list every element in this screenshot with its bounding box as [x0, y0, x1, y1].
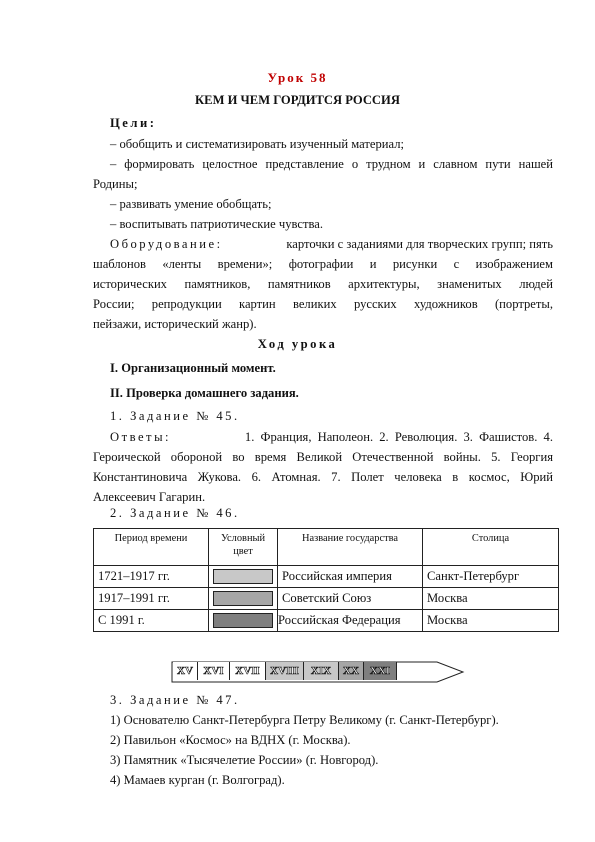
- table-row: [94, 610, 559, 632]
- task47-label: 3. Задание № 47.: [110, 693, 240, 707]
- equipment-label: Оборудование:: [110, 237, 223, 251]
- goal-item-continued: Родины;: [93, 177, 138, 191]
- table-header-row: [94, 529, 559, 566]
- header-cell: Название государства: [278, 529, 423, 566]
- equipment-text: исторических памятников, памятников архитектуры, знаменитых людей: [93, 277, 553, 291]
- task45-answers-line: [110, 430, 553, 445]
- capital-cell: Москва: [423, 588, 559, 610]
- answer-text: Алексеевич Гагарин.: [93, 490, 206, 504]
- color-cell: [209, 588, 278, 610]
- timeline-century-cell: XX: [339, 662, 364, 680]
- period-cell: 1721–1917 гг.: [94, 566, 209, 588]
- answer-text: 1. Франция, Наполеон. 2. Революция. 3. Фашистов. 4.: [244, 430, 553, 444]
- lesson-title: КЕМ И ЧЕМ ГОРДИТСЯ РОССИЯ: [195, 93, 400, 107]
- list-item: 3) Памятник «Тысячелетие России» (г. Новгород).: [110, 753, 379, 767]
- header-cell: Столица: [423, 529, 559, 566]
- table-row: [94, 566, 559, 588]
- equipment-text: шаблонов «ленты времени»; фотографии и рисунки с изображением: [93, 257, 553, 271]
- goal-item: – формировать целостное представление о трудном и славном пути нашей: [110, 157, 553, 171]
- timeline-century-cell: XV: [173, 662, 198, 680]
- lesson-number: Урок 58: [267, 70, 328, 85]
- goals-label: Цели:: [110, 116, 157, 130]
- timeline-century-cell: XIX: [304, 662, 339, 680]
- color-cell: [209, 566, 278, 588]
- timeline-century-cell: XVII: [230, 662, 266, 680]
- header-cell: Период времени: [94, 529, 209, 566]
- goal-item: – развивать умение обобщать;: [110, 197, 272, 211]
- states-table: [93, 528, 559, 632]
- task46-label: 2. Задание № 46.: [110, 506, 240, 520]
- answer-text: Константиновича Жукова. 6. Атомная. 7. Полет человека в космос, Юрий: [93, 470, 553, 484]
- section-heading: I. Организационный момент.: [110, 361, 276, 375]
- header-cell: Условный цвет: [209, 529, 278, 566]
- color-swatch: [213, 613, 273, 628]
- equipment-text: России; репродукции картин великих русских художников (портреты,: [93, 297, 553, 311]
- list-item: 1) Основателю Санкт-Петербурга Петру Великому (г. Санкт-Петербург).: [110, 713, 499, 727]
- equipment-text: пейзажи, исторический жанр).: [93, 317, 257, 331]
- equipment-text: карточки с заданиями для творческих групп; пять: [286, 237, 553, 251]
- timeline-century-cell: XXI: [364, 662, 397, 680]
- timeline-century-cell: XVIII: [266, 662, 304, 680]
- capital-cell: Санкт-Петербург: [423, 566, 559, 588]
- course-heading: Ход урока: [257, 337, 338, 351]
- task45-label: 1. Задание № 45.: [110, 409, 240, 423]
- equipment-first-line: [110, 237, 553, 252]
- color-swatch: [213, 591, 273, 606]
- answers-label: Ответы:: [110, 430, 172, 444]
- list-item: 2) Павильон «Космос» на ВДНХ (г. Москва).: [110, 733, 351, 747]
- section-heading: II. Проверка домашнего задания.: [110, 386, 299, 400]
- color-cell: [209, 610, 278, 632]
- state-cell: Советский Союз: [278, 588, 423, 610]
- period-cell: 1917–1991 гг.: [94, 588, 209, 610]
- table-row: [94, 588, 559, 610]
- state-cell: Российская Федерация: [278, 610, 423, 632]
- goal-item: – обобщить и систематизировать изученный материал;: [110, 137, 404, 151]
- list-item: 4) Мамаев курган (г. Волгоград).: [110, 773, 285, 787]
- state-cell: Российская империя: [278, 566, 423, 588]
- color-swatch: [213, 569, 273, 584]
- capital-cell: Москва: [423, 610, 559, 632]
- goal-item: – воспитывать патриотические чувства.: [110, 217, 323, 231]
- timeline-century-cell: XVI: [198, 662, 230, 680]
- answer-text: Героической обороной во время Великой Отечественной войны. 5. Георгия: [93, 450, 553, 464]
- period-cell: С 1991 г.: [94, 610, 209, 632]
